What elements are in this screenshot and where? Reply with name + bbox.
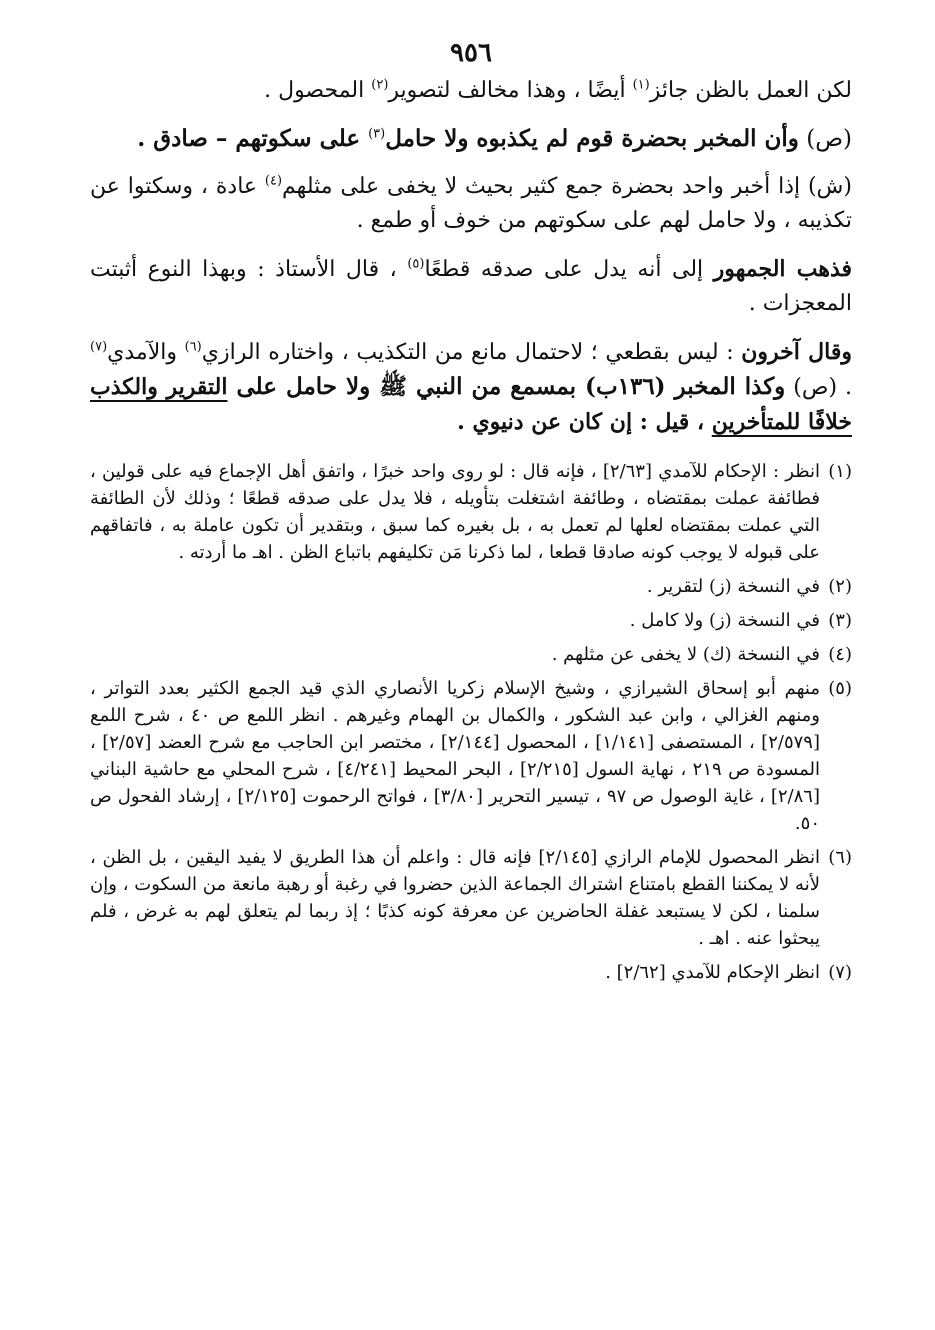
paragraph-4: فذهب الجمهور إلى أنه يدل على صدقه قطعًا$^{(٥)}$ ، قال الأستاذ : وبهذا النوع أثبتت المعجزات . — [90, 256, 853, 316]
footnote-5: (٥) منهم أبو إسحاق الشيرازي ، وشيخ الإسلام زكريا الأنصاري الذي قيد الجمع الكثير بعدد التواتر ، ومنهم الغزالي ، وابن عبد الشكور ، والكمال بن الهمام وغيرهم . انظر اللمع ص ٤٠ ، شرح اللمع [٢/٥٧٩] ، المستصفى [١/١٤١] ، المحصول [٢/١٤٤] ، مختصر ابن الحاجب مع شرح العضد [٢/٥٧] ، المسودة ص ٢١٩ ، نهاية السول [٢/٢١٥] ، البحر المحيط [٤/٢٤١] ، شرح المحلي مع حاشية البناني [٢/٨٦] ، غاية الوصول ص ٩٧ ، تيسير التحرير [٣/٨٠] ، فواتح الرحموت [٢/١٢٥] ، إرشاد الفحول ص ٥٠. — [90, 678, 852, 834]
footnote-ref-3[interactable]: (٣) — [368, 126, 386, 142]
footnote-4: (٤) في النسخة (ك) لا يخفى عن مثلهم . — [551, 644, 852, 665]
paragraph-1: لكن العمل بالظن جائز$^{(١)}$ أيضًا ، وهذا مخالف لتصوير$^{(٢)}$ المحصول . — [264, 77, 852, 103]
main-text — [90, 74, 852, 440]
footnote-ref-7[interactable]: (٧) — [90, 339, 108, 355]
paragraph-3-sharh: (ش) إذا أخبر واحد بحضرة جمع كثير بحيث لا يخفى على مثلهم$^{(٤)}$ عادة ، وسكتوا عن تكذيبه ، ولا حامل لهم على سكوتهم من خوف أو طمع . — [90, 173, 852, 233]
footnote-ref-4[interactable]: (٤) — [264, 173, 283, 189]
footnote-6: (٦) انظر المحصول للإمام الرازي [٢/١٤٥] فإنه قال : واعلم أن هذا الطريق لا يفيد اليقين ، بل الظن ، لأنه لا يمكننا القطع بامتناع اشتراك الجماعة الذين حضروا في رغبة أو رهبة مانعة من السكوت ، وإن سلمنا ، لكن لا يستبعد غفلة الحاضرين عن معرفة كونه كذبًا ؛ إذ ربما لم يتعلق لهم به غرض ، فلم يبحثوا عنه . اهـ . — [90, 847, 852, 949]
footnote-3: (٣) في النسخة (ز) ولا كامل . — [629, 610, 852, 631]
page-number: ٩٥٦ — [450, 38, 492, 68]
footnote-ref-1[interactable]: (١) — [632, 77, 650, 93]
footnotes — [90, 458, 852, 986]
footnote-7: (٧) انظر الإحكام للآمدي [٢/٦٢] . — [605, 962, 852, 983]
footnote-2: (٢) في النسخة (ز) لتقرير . — [646, 576, 852, 597]
footnote-ref-2[interactable]: (٢) — [371, 77, 389, 93]
footnote-1: (١) انظر : الإحكام للآمدي [٢/٦٣] ، فإنه قال : لو روى واحد خبرًا ، واتفق أهل الإجماع فيه على قولين ، فطائفة عملت بمقتضاه ، وطائفة اشتغلت بتأويله ، فلا يدل على صدقه قطعًا ؛ وذلك لأن الطائفة التي عملت بمقتضاه لعلها لم تعمل به ، بل بغيره كما سبق ، وبتقدير أن تكون عاملة به ، فاتفاقهم على قبوله لا يوجب كونه صادقا قطعا ، لما ذكرنا مَن تكليفهم باتباع الظن . اهـ ما أردته . — [90, 461, 852, 563]
paragraph-2-matn: (ص) وأن المخبر بحضرة قوم لم يكذبوه ولا حامل$^{(٣)}$ على سكوتهم – صادق . — [137, 125, 852, 152]
paragraph-5: وقال آخرون : ليس بقطعي ؛ لاحتمال مانع من التكذيب ، واختاره الرازي$^{(٦)}$ والآمدي$^{(٧)}$ . (ص) وكذا المخبر (١٣٦ب) بمسمع من النبي ﷺ ولا حامل على التقرير والكذب خلافًا للمتأخرين ، قيل : إن كان عن دنيوي . — [90, 339, 853, 435]
book-page — [90, 38, 852, 993]
underlined-phrase: التقرير والكذب خلافًا للمتأخرين — [90, 374, 852, 435]
footnote-ref-6[interactable]: (٦) — [184, 339, 202, 355]
footnote-ref-5[interactable]: (٥) — [407, 256, 425, 272]
